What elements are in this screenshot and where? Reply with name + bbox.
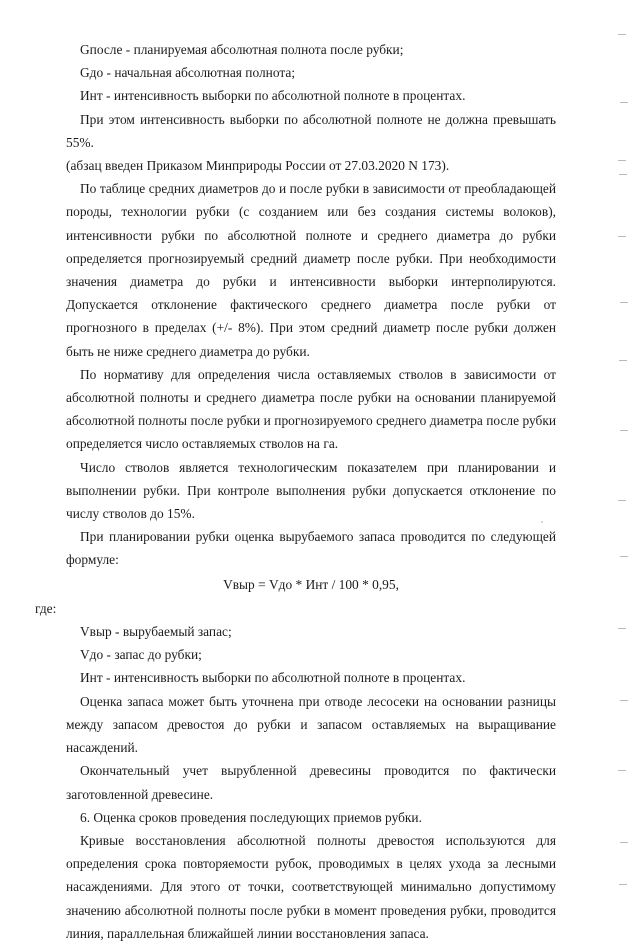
scan-edge-mark — [619, 174, 627, 175]
definition-v-cut: Vвыр - вырубаемый запас; — [80, 624, 232, 640]
recovery-curves-paragraph: Кривые восстановления абсолютной полноты древостоя используются для определения срока повторяемости рубок, проводимых в целях ухода за лесными насаждениями. Для этого от точки, соответствующей минимально допустимому значению абсолютной полноты после рубки в момент проведения рубки, проводится линия, параллельная ближайшей линии восстановления запаса. — [66, 832, 556, 941]
intensity-limit: При этом интенсивность выборки по абсолютной полноте не должна превышать 55%. — [66, 111, 556, 150]
definition-g-after: Gпосле - планируемая абсолютная полнота после рубки; — [80, 42, 404, 57]
scan-edge-mark — [620, 556, 628, 557]
scan-edge-mark — [618, 628, 626, 629]
scan-edge-mark — [618, 34, 626, 35]
definition-intensity: Инт - интенсивность выборки по абсолютной полноте в процентах. — [80, 88, 466, 104]
scan-edge-mark — [618, 160, 626, 161]
final-accounting-paragraph: Окончательный учет вырубленной древесины проводится по фактически заготовленной древесине. — [66, 763, 556, 802]
stock-refinement-paragraph: Оценка запаса может быть уточнена при отводе лесосеки на основании разницы между запасом древостоя до рубки и запасом оставляемых на выращивание насаждений. — [66, 693, 556, 756]
scan-edge-mark — [619, 360, 627, 361]
scan-speck — [541, 521, 543, 523]
stem-count-paragraph: По нормативу для определения числа оставляемых стволов в зависимости от абсолютной полноты и среднего диаметра после рубки на основании планируемой абсолютной полноты после рубки и прогнозируемого среднего диаметра после рубки определяется число оставляемых стволов на га. — [66, 366, 556, 452]
scan-edge-mark — [618, 236, 626, 237]
scan-edge-mark — [620, 430, 628, 431]
scan-edge-mark — [620, 302, 628, 303]
formula-intro: При планировании рубки оценка вырубаемого запаса проводится по следующей формуле: — [66, 529, 556, 568]
volume-formula: Vвыр = Vдо * Инт / 100 * 0,95, — [223, 576, 399, 592]
diameter-paragraph: По таблице средних диаметров до и после рубки в зависимости от преобладающей породы, технологии рубки (с созданием или без создания системы волоков), интенсивности рубки по абсолютной полноте и среднего диаметра до рубки определяется прогнозируемый средний диаметр после рубки. При необходимости значения диаметра до рубки и интенсивности выборки интерполируются. Допускается отклонение фактического среднего диаметра после рубки от прогнозного в пределах (+/- 8%). При этом средний диаметр после рубки должен быть не ниже среднего диаметра до рубки. — [66, 181, 556, 359]
definition-intensity-repeat: Инт - интенсивность выборки по абсолютной полноте в процентах. — [80, 670, 466, 686]
scan-edge-mark — [618, 770, 626, 771]
section-6-heading: 6. Оценка сроков проведения последующих приемов рубки. — [80, 809, 422, 825]
scan-edge-mark — [620, 842, 628, 843]
scan-edge-mark — [620, 700, 628, 701]
scan-edge-mark — [618, 500, 626, 501]
definition-v-before: Vдо - запас до рубки; — [80, 647, 202, 663]
where-label: где: — [35, 600, 57, 616]
definition-g-before: Gдо - начальная абсолютная полнота; — [80, 65, 296, 81]
amendment-note: (абзац введен Приказом Минприроды России от 27.03.2020 N 173). — [66, 158, 450, 174]
document-body — [35, 38, 556, 945]
scan-edge-mark — [620, 102, 628, 103]
scan-edge-mark — [619, 884, 627, 885]
technological-parameter-paragraph: Число стволов является технологическим показателем при планировании и выполнении рубки. При контроле выполнения рубки допускается отклонение по числу стволов до 15%. — [66, 459, 556, 522]
